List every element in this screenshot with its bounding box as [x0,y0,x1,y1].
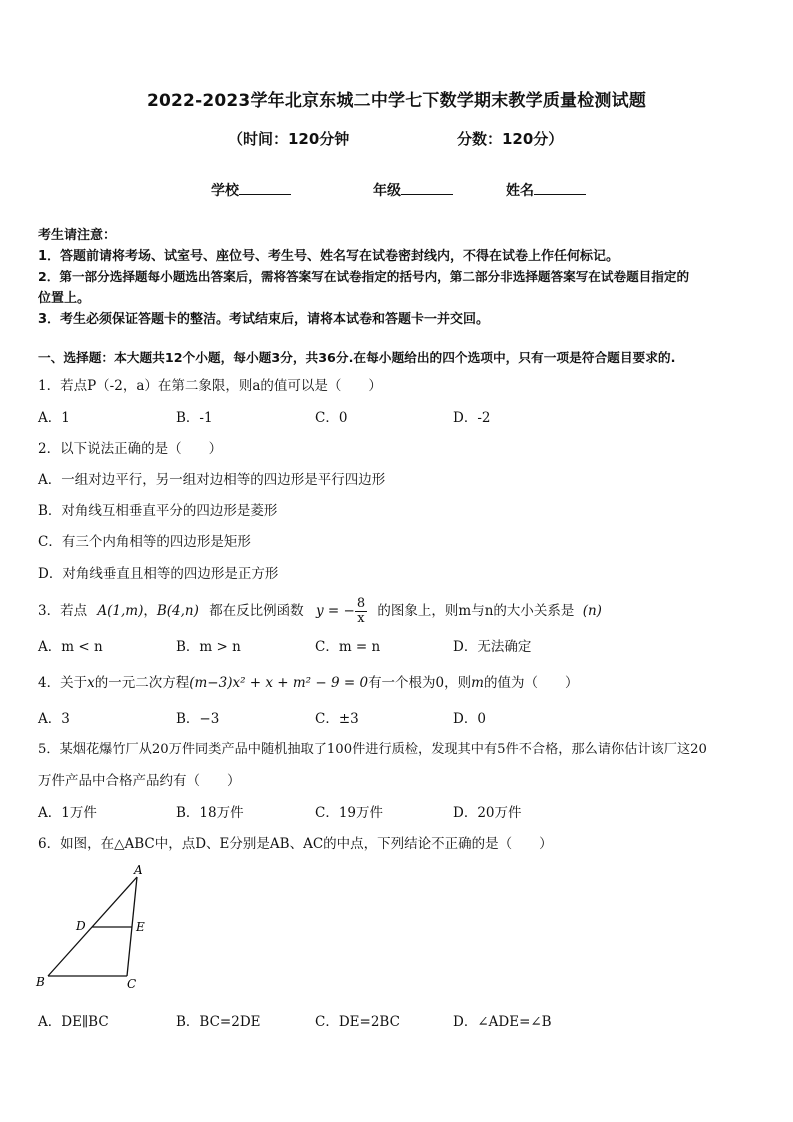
q2-option-d[interactable]: D．对角线垂直且相等的四边形是正方形 [38,566,279,582]
q6-option-d[interactable]: D．∠ADE=∠B [453,1014,552,1030]
q2-option-b[interactable]: B．对角线互相垂直平分的四边形是菱形 [38,503,278,519]
notice-line-3: 3．考生必须保证答题卡的整洁。考试结束后，请将本试卷和答题卡一并交回。 [38,312,490,327]
label-a: A [134,863,143,877]
q3-point-b: B(4,n) [156,603,199,619]
grade-field [373,180,453,200]
q3-fraction [355,597,367,626]
q2-option-c[interactable]: C．有三个内角相等的四边形是矩形 [38,534,251,550]
label-b: B [36,975,45,989]
exam-time: （时间：120分钟 [228,130,350,148]
exam-score: 分数：120分） [457,130,564,148]
notice-line-1: 1．答题前请将考场、试室号、座位号、考生号、姓名写在试卷密封线内，不得在试卷上作任何标记。 [38,249,620,264]
q1-stem: 1．若点P（-2，a）在第二象限，则a的值可以是（ ） [38,378,382,394]
notice-line-2b: 位置上。 [38,291,91,306]
q1-option-b[interactable]: B．-1 [176,410,213,426]
q5-stem-line1: 5．某烟花爆竹厂从20万件同类产品中随机抽取了100件进行质检，发现其中有5件不合格，那么请你估计该厂这20 [38,742,707,757]
q3-mid: 都在反比例函数 [209,603,304,619]
q6-option-a[interactable]: A．DE∥BC [38,1014,109,1030]
q4-lead: 4．关于 [38,675,88,691]
q5-option-d[interactable]: D．20万件 [453,805,522,821]
school-field [211,180,291,200]
q4-var-x: x [87,675,95,691]
q6-triangle-figure [30,860,160,995]
q3-option-c[interactable]: C．m = n [315,639,381,655]
q6-stem: 6．如图，在△ABC中，点D、E分别是AB、AC的中点，下列结论不正确的是（ ） [38,836,553,852]
q2-option-a[interactable]: A．一组对边平行，另一组对边相等的四边形是平行四边形 [38,472,386,488]
school-blank[interactable] [239,182,291,195]
grade-label: 年级 [373,183,401,199]
notice-heading: 考生请注意： [38,228,117,243]
q3-option-a[interactable]: A．m < n [38,639,103,655]
q1-option-a[interactable]: A．1 [38,410,70,426]
section-heading: 一、选择题：本大题共12个小题，每小题3分，共36分.在每小题给出的四个选项中，只有一项是符合题目要求的. [38,350,676,365]
q3-lead: 3．若点 [38,603,88,619]
q3-stem [38,597,602,626]
q1-option-d[interactable]: D．-2 [453,410,491,426]
q4-tail2: 的值为（ ） [483,675,579,691]
page-title: 2022-2023学年北京东城二中学七下数学期末教学质量检测试题 [146,91,647,111]
q3-y-equals: y = − [315,603,355,619]
q2-stem: 2．以下说法正确的是（ ） [38,441,223,457]
grade-blank[interactable] [401,182,453,195]
name-field [506,180,586,200]
q4-option-d[interactable]: D．0 [453,711,486,727]
q4-equation: (m−3)x² + x + m² − 9 = 0 [189,675,369,691]
q4-option-b[interactable]: B．−3 [176,711,220,727]
q3-option-b[interactable]: B．m > n [176,639,241,655]
q3-denominator: x [357,611,365,626]
q3-point-a: A(1,m) [97,603,144,619]
q1-option-c[interactable]: C．0 [315,410,348,426]
q5-stem-line2: 万件产品中合格产品约有（ ） [38,773,241,789]
q3-tail: 的图象上，则m与n的大小关系是 [377,603,575,619]
name-blank[interactable] [534,182,586,195]
school-label: 学校 [211,183,239,199]
q3-numerator: 8 [356,596,366,611]
q4-stem [38,671,578,691]
q4-var-m: m [471,675,484,691]
q3-sep: ， [143,603,157,619]
q6-option-c[interactable]: C．DE=2BC [315,1014,400,1030]
q5-option-b[interactable]: B．18万件 [176,805,244,821]
q4-option-a[interactable]: A．3 [38,711,70,727]
name-label: 姓名 [506,183,534,199]
q4-mid: 的一元二次方程 [94,675,190,691]
q5-option-a[interactable]: A．1万件 [38,805,97,821]
notice-line-2a: 2．第一部分选择题每小题选出答案后，需将答案写在试卷指定的括号内，第二部分非选择题答案写在试卷题目指定的 [38,269,690,284]
q4-tail1: 有一个根为0，则 [368,675,472,691]
label-c: C [127,977,137,991]
q5-option-c[interactable]: C．19万件 [315,805,384,821]
q6-option-b[interactable]: B．BC=2DE [176,1014,261,1030]
q4-option-c[interactable]: C．±3 [315,711,359,727]
q3-answer-paren: (n) [582,603,602,619]
label-d: D [76,919,86,933]
label-e: E [136,920,145,934]
q3-option-d[interactable]: D．无法确定 [453,639,532,655]
